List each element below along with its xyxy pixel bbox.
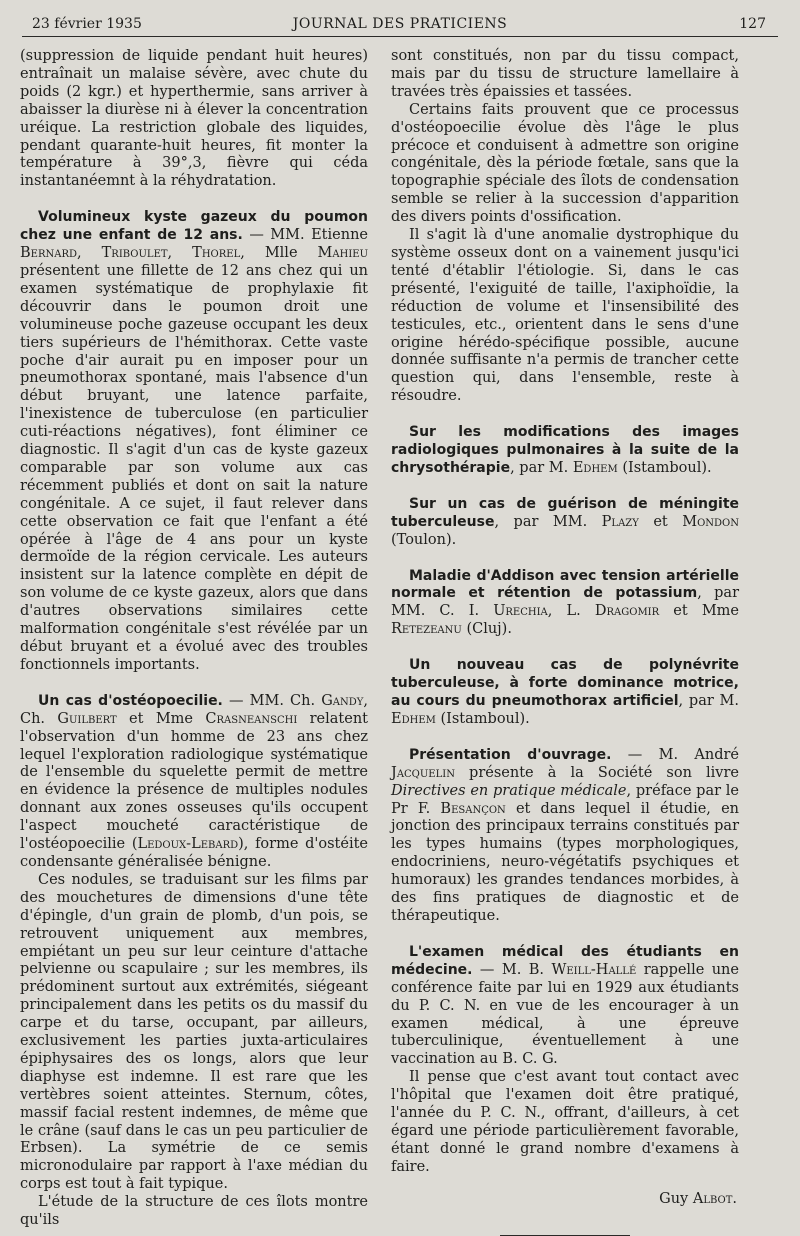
author-name: Ledoux-Lebard — [137, 836, 239, 853]
section-title: Sur les modifications des images radiologiques pulmonaires à la suite de la chrysothérapie — [391, 424, 739, 476]
author-name: Besançon — [440, 800, 506, 817]
section-presentation-ouvrage: Présentation d'ouvrage. — M. André Jacquelin présente à la Société son livre Directives en pratique médicale, préface par le Pr F. Besançon et dans lequel il étudie, en jonction des principaux terrains constitués par les types humains (types morphologiques, endocriniens, neuro-végétatifs psychiques et humoraux) les grandes tendances morbides, à des fins pratiques de diagnostic et de thérapeutique. — [391, 746, 740, 924]
journal-title: JOURNAL DES PRATICIENS — [292, 16, 508, 32]
section-polynevrite: Un nouveau cas de polynévrite tuberculeuse, à forte dominance motrice, au cours du pneumothorax artificiel, par M. Edhem (Istamboul). — [391, 657, 739, 727]
end-rule — [500, 1235, 630, 1236]
author-name: Urechia — [493, 603, 548, 620]
author-name: Triboulet — [101, 245, 168, 262]
section-chrysotherapie: Sur les modifications des images radiologiques pulmonaires à la suite de la chrysothérapie, par M. Edhem (Istamboul). — [391, 424, 739, 476]
author-name: Weill-Hallé — [551, 961, 637, 978]
author-name: Edhem — [391, 710, 436, 727]
author-name: Retezeanu — [391, 621, 462, 638]
section-examen-medical: L'examen médical des étudiants en médecine. — M. B. Weill-Hallé rappelle une conférence faite par lui en 1929 aux étudiants du P. C. N. en vue de les encourager à un examen médical, à une épreuve tuberculinique, éventuellement à une vaccination au B. C. G. — [391, 943, 739, 1068]
signature: Guy Albot. — [659, 1190, 737, 1207]
paragraph: (suppression de liquide pendant huit heures) entraînait un malaise sévère, avec chute du poids (2 kgr.) et hyperthermie, sans arriver à abaisser la diurèse ni à élever la concentration uréique. La restriction globale des liquides, pendant quarante-huit heures, fit monter la température à 39°,3, fièvre qui céda instantanéemnt à la réhydratation. — [20, 48, 368, 190]
running-header — [22, 14, 778, 37]
author-name: Bernard — [20, 245, 78, 262]
author-name: Mondon — [682, 513, 739, 530]
section-osteopoecilie: Un cas d'ostéopoecilie. — MM. Ch. Gandy, Ch. Guilbert et Mme Crasneanschi relatent l'observation d'un homme de 23 ans chez lequel l'exploration radiologique systématique de l'ensemble du squelette permit de mettre en évidence la présence de multiples nodules donnant aux zones osseuses qu'ils occupent l'aspect moucheté caractéristique de l'ostéopoecilie (Ledoux-Lebard), forme d'ostéite condensante généralisée bénigne. — [20, 692, 368, 870]
author-name: Mahieu — [317, 245, 368, 262]
author-name: Jacquelin — [391, 764, 455, 781]
author-name: Edhem — [572, 459, 618, 476]
author-name: Gandy — [321, 692, 364, 709]
right-column — [391, 48, 739, 1236]
section-title: Maladie d'Addison avec tension artérielle normale et rétention de potassium — [391, 567, 739, 602]
section-title: Un nouveau cas de polynévrite tuberculeuse, à forte dominance motrice, au cours du pneumothorax artificiel — [391, 657, 739, 709]
paragraph: sont constitués, non par du tissu compact, mais par du tissu de structure lamellaire à travées très épaissies et tassées. — [391, 48, 739, 100]
paragraph: Il pense que c'est avant tout contact avec l'hôpital que l'examen doit être pratiqué, l'année du P. C. N., offrant, d'ailleurs, à cet égard une période particulièrement favorable, étant donné le grand nombre d'examens à faire. — [391, 1069, 739, 1175]
author-name: Crasneanschi — [205, 710, 298, 727]
paragraph: Il s'agit là d'une anomalie dystrophique du système osseux dont on a vainement jusqu'ici tenté d'établir l'étiologie. Si, dans le cas présenté, l'exiguité de taille, l'axiphoïdie, la réduction de volume et l'insensibilité des testicules, etc., orientent dans le sens d'une origine hérédo-spécifique possible, aucune donnée suffisante n'a permis de trancher cette question qui, dans l'ensemble, reste à résoudre. — [391, 227, 739, 405]
section-kyste-gazeux: Volumineux kyste gazeux du poumon chez une enfant de 12 ans. — MM. Etienne Bernard, Triboulet, Thorel, Mlle Mahieu présentent une fillette de 12 ans chez qui un examen systématique de prophylaxie fit découvrir dans le poumon droit une volumineuse poche gazeuse occupant les deux tiers supérieurs de l'hémithorax. Cette vaste poche d'air aurait pu en imposer pour un pneumothorax spontané, mais l'absence d'un début bruyant, une latence parfaite, l'inexistence de tuberculose (en particulier cuti-réactions négatives), font éliminer ce diagnostic. Il s'agit d'un cas de kyste gazeux comparable par son volume aux cas récemment publiés et dont on sait la nature congénitale. A ce sujet, il faut relever dans cette observation ce fait que l'enfant a été opérée à l'âge de 4 ans pour un kyste dermoïde de la région cervicale. Les auteurs insistent sur la latence complète en dépit de son volume de ce kyste gazeux, alors que dans d'autres observations similaires cette malformation congénitale s'est révélée par un début bruyant et a évolué avec des troubles fonctionnels importants. — [20, 209, 368, 673]
section-title: Sur un cas de guérison de méningite tuberculeuse — [391, 495, 739, 530]
author-name: Guilbert — [57, 710, 117, 727]
section-title: L'examen médical des étudiants en médecine. — [391, 943, 739, 978]
author-name: Dragomir — [594, 603, 660, 620]
paragraph: L'étude de la structure de ces îlots montre qu'ils — [20, 1194, 368, 1229]
paragraph: Ces nodules, se traduisant sur les films par des mouchetures de dimensions d'une tête d'épingle, d'un grain de plomb, d'un pois, se retrouvent uniquement aux membres, empiétant un peu sur leur ceinture d'attache pelvienne ou scapulaire ; sur les membres, ils prédominent surtout aux extrémités, siégeant principalement dans les petits os du massif du carpe et du tarse, occupant, par ailleurs, exclusivement les parties juxta-articulaires épiphysaires des os longs, alors que leur diaphyse est indemne. Il est rare que les vertèbres soient atteintes. Sternum, côtes, massif facial restent indemnes, de même que le crâne (sauf dans le cas un peu particulier de Erbsen). La symétrie de ce semis micronodulaire par rapport à l'axe médian du corps est tout à fait typique. — [20, 871, 368, 1193]
page-number: 127 — [739, 16, 766, 32]
paragraph: Certains faits prouvent que ce processus d'ostéopoecilie évolue dès l'âge le plus précoce et conduisent à admettre son origine congénitale, dès la période fœtale, sans que la topographie spéciale des îlots de condensation semble se relier à la succession d'apparition des divers points d'ossification. — [391, 101, 739, 226]
section-meningite: Sur un cas de guérison de méningite tuberculeuse, par MM. Plazy et Mondon (Toulon). — [391, 495, 739, 548]
section-title: Volumineux kyste gazeux du poumon chez une enfant de 12 ans. — [20, 209, 368, 244]
header-date: 23 février 1935 — [32, 16, 142, 32]
section-title: Présentation d'ouvrage. — [409, 746, 612, 763]
section-addison: Maladie d'Addison avec tension artérielle normale et rétention de potassium, par MM. C. I. Urechia, L. Dragomir et Mme Retezeanu (Cluj). — [391, 567, 740, 638]
author-name: Thorel — [192, 245, 241, 262]
signature-surname: Albot. — [692, 1190, 737, 1207]
section-title: Un cas d'ostéopoecilie. — [38, 692, 223, 709]
left-column — [20, 48, 368, 1230]
book-title: Directives en pratique médicale — [391, 782, 627, 799]
author-name: Plazy — [601, 513, 639, 530]
